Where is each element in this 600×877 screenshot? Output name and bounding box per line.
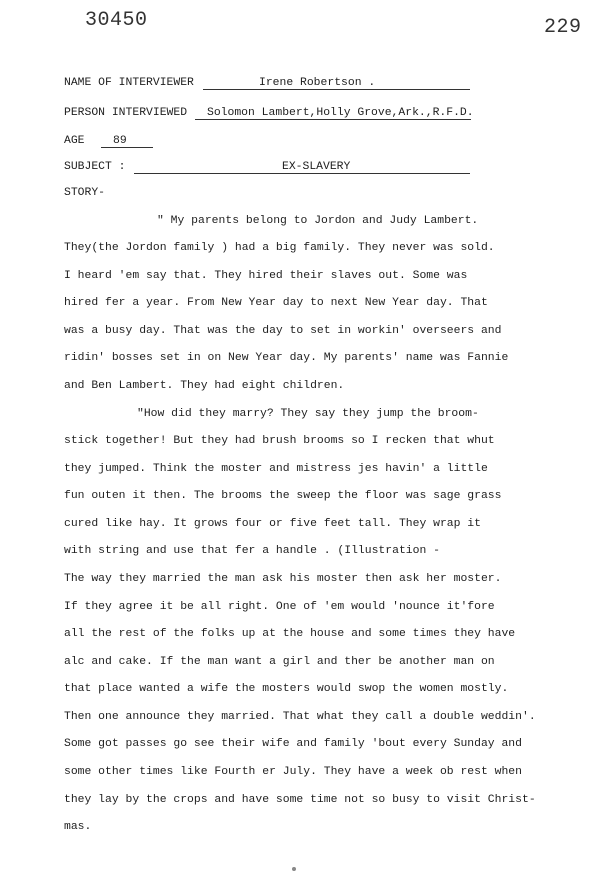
body-line: If they agree it be all right. One of 'em would 'nounce it'fore (64, 601, 495, 613)
scan-speck (292, 867, 296, 871)
story-row (64, 186, 105, 200)
body-line: I heard 'em say that. They hired their slaves out. Some was (64, 270, 468, 282)
body-line: they lay by the crops and have some time not so busy to visit Christ- (64, 794, 536, 806)
interviewer-row (64, 76, 194, 90)
interviewer-underline (203, 89, 470, 90)
body-line: ridin' bosses set in on New Year day. My parents' name was Fannie (64, 352, 509, 364)
age-value: 89 (113, 135, 127, 147)
page-number: 229 (544, 16, 582, 39)
body-line: and Ben Lambert. They had eight children. (64, 380, 345, 392)
body-line: "How did they marry? They say they jump the broom- (137, 408, 479, 420)
person-value: Solomon Lambert,Holly Grove,Ark.,R.F.D. (207, 107, 474, 119)
body-line: mas. (64, 821, 92, 833)
body-line: Then one announce they married. That what they call a double weddin'. (64, 711, 536, 723)
story-label: STORY- (64, 187, 106, 199)
body-line: stick together! But they had brush brooms so I recken that whut (64, 435, 495, 447)
age-label: AGE (64, 135, 85, 147)
person-underline (195, 119, 471, 120)
body-line: that place wanted a wife the mosters would swop the women mostly. (64, 683, 509, 695)
subject-value: EX-SLAVERY (282, 161, 351, 173)
body-line: Some got passes go see their wife and family 'bout every Sunday and (64, 738, 522, 750)
age-underline (101, 147, 153, 148)
body-line: hired fer a year. From New Year day to next New Year day. That (64, 297, 488, 309)
subject-underline (134, 173, 470, 174)
body-line: they jumped. Think the moster and mistress jes havin' a little (64, 463, 488, 475)
person-row (64, 106, 187, 120)
body-line: some other times like Fourth er July. They have a week ob rest when (64, 766, 522, 778)
subject-label: SUBJECT : (64, 161, 126, 173)
body-line: They(the Jordon family ) had a big family. They never was sold. (64, 242, 495, 254)
archive-number: 30450 (85, 9, 148, 32)
body-line: fun outen it then. The brooms the sweep the floor was sage grass (64, 490, 502, 502)
subject-row (64, 160, 126, 174)
interviewer-value: Irene Robertson . (259, 77, 376, 89)
body-line: with string and use that fer a handle . (Illustration - (64, 545, 440, 557)
body-line: The way they married the man ask his moster then ask her moster. (64, 573, 502, 585)
body-line: all the rest of the folks up at the house and some times they have (64, 628, 516, 640)
person-label: PERSON INTERVIEWED (64, 107, 188, 119)
body-line: cured like hay. It grows four or five feet tall. They wrap it (64, 518, 481, 530)
body-line: alc and cake. If the man want a girl and ther be another man on (64, 656, 495, 668)
age-row (64, 134, 85, 148)
interviewer-label: NAME OF INTERVIEWER (64, 77, 194, 89)
body-line: was a busy day. That was the day to set in workin' overseers and (64, 325, 502, 337)
body-line: " My parents belong to Jordon and Judy Lambert. (157, 215, 479, 227)
